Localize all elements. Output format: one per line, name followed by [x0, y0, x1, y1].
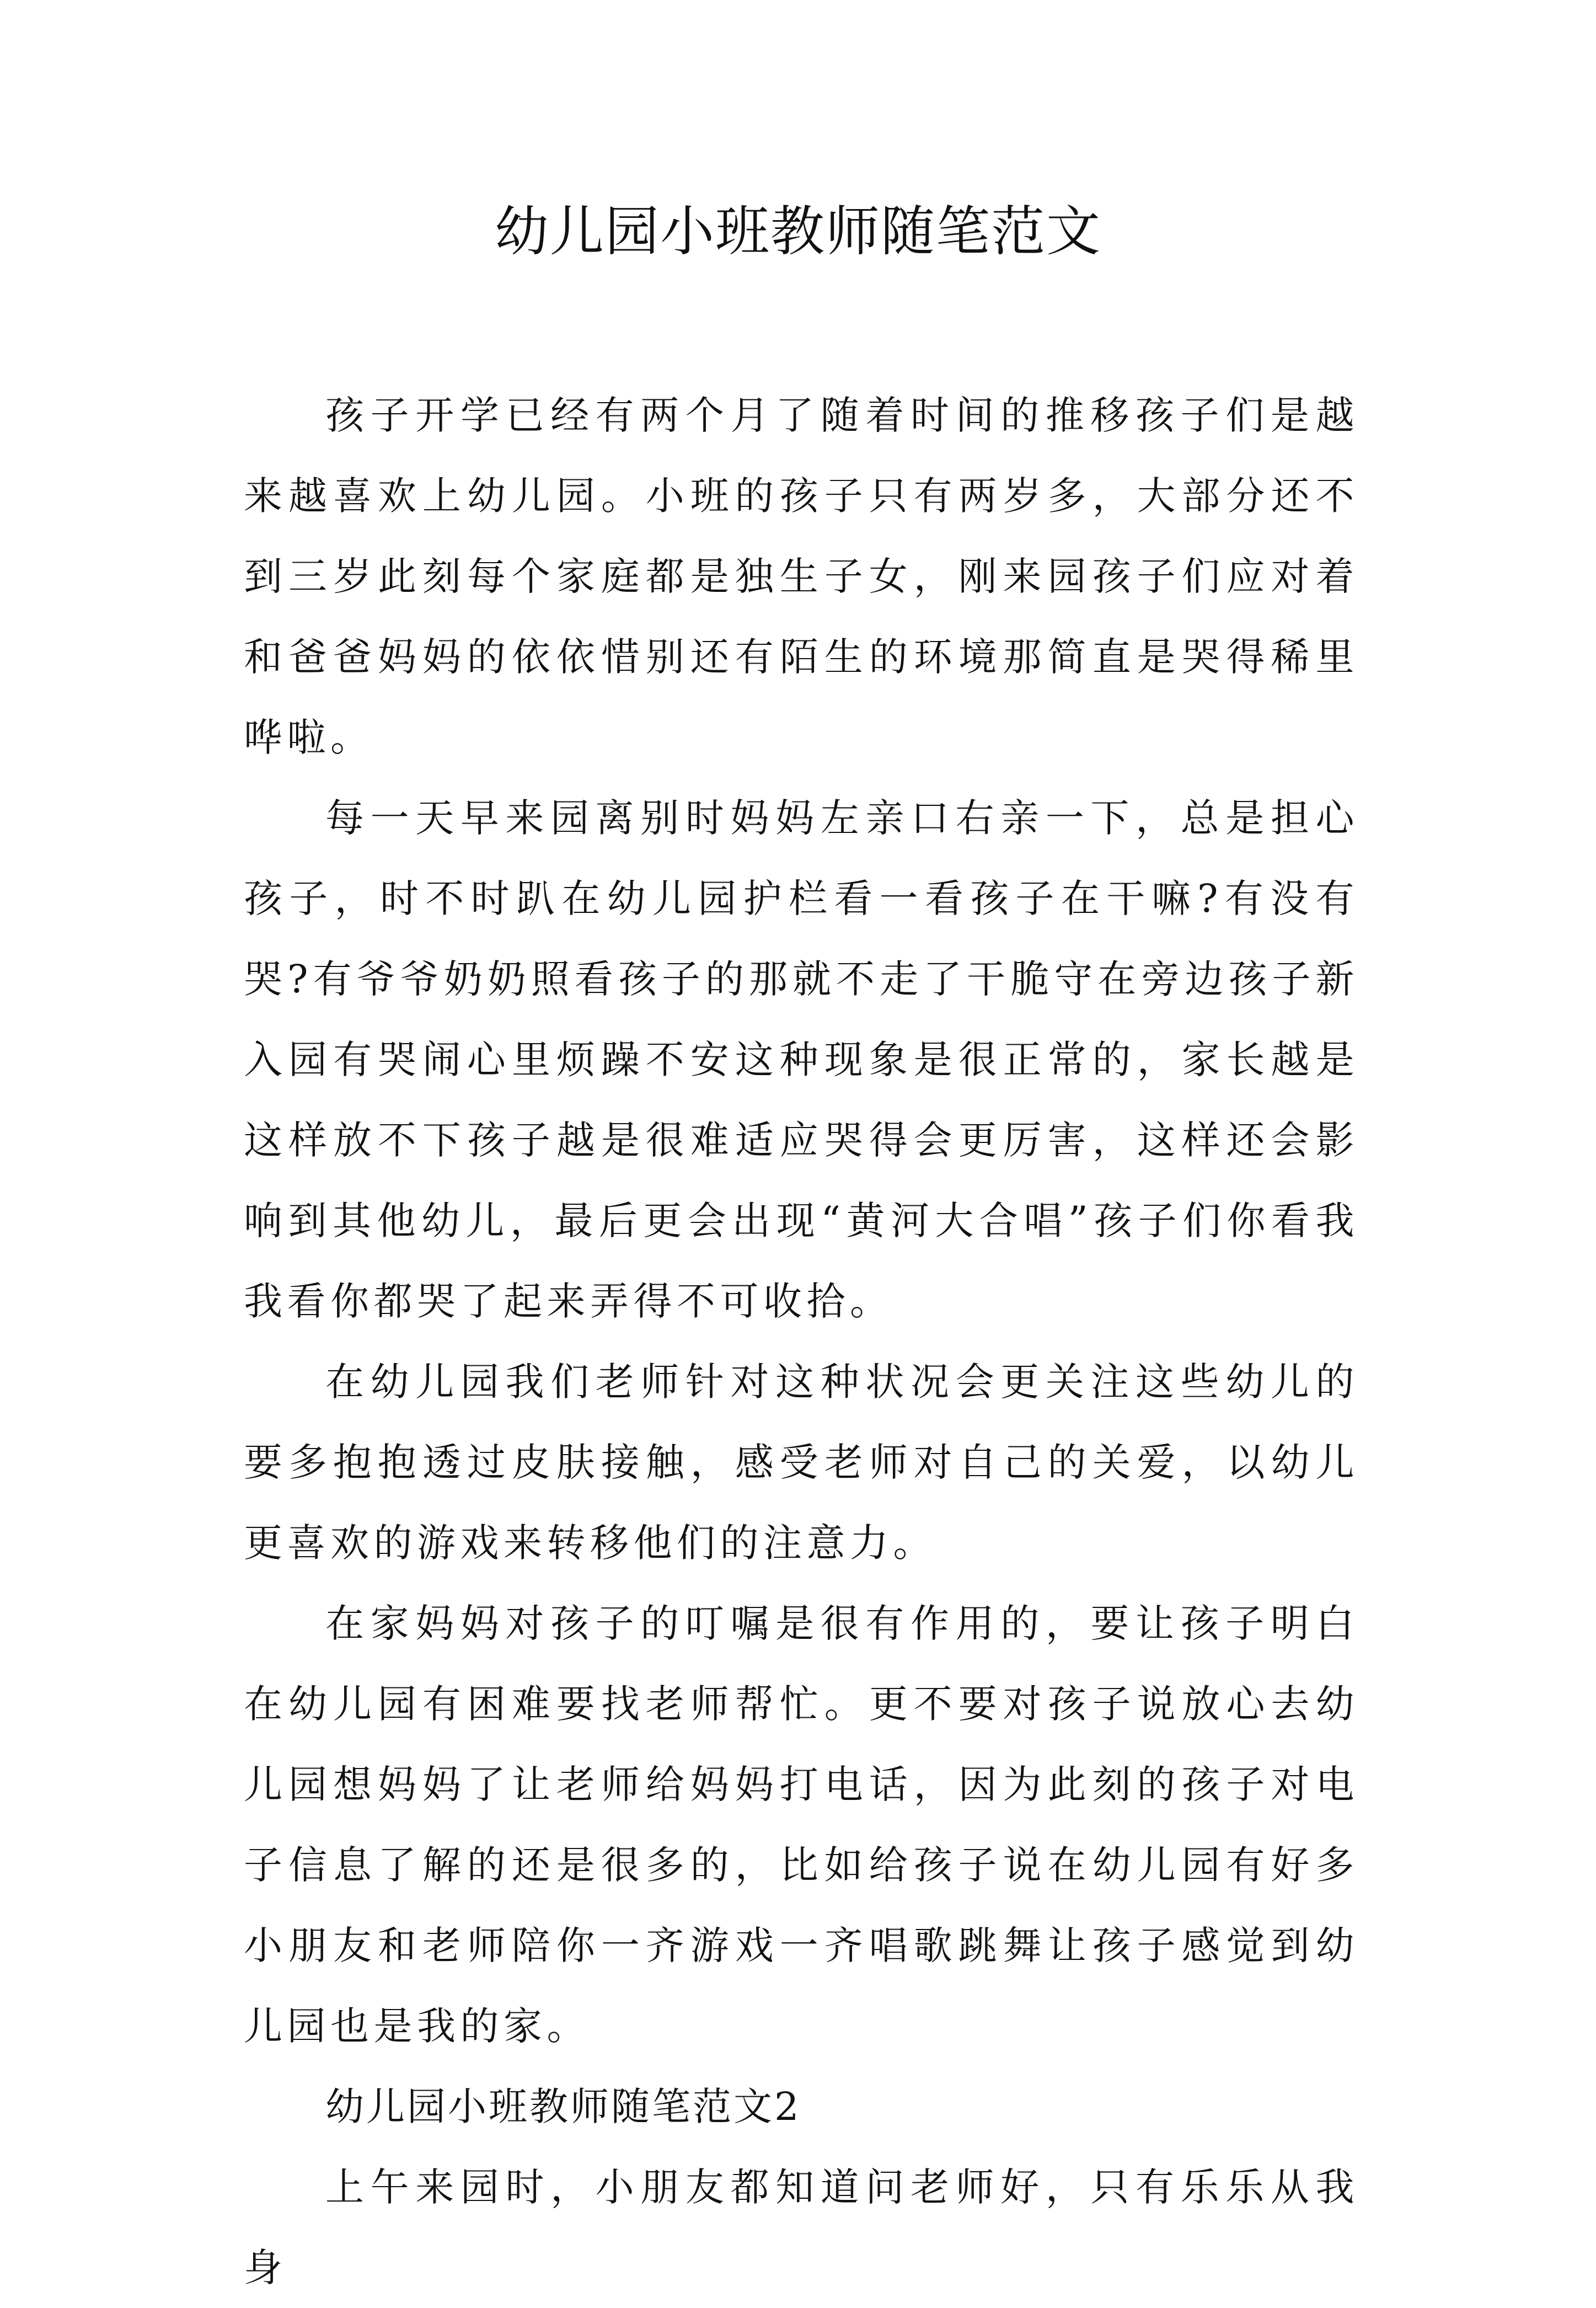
paragraph: 孩子开学已经有两个月了随着时间的推移孩子们是越来越喜欢上幼儿园。小班的孩子只有两岁多，大部分还不到三岁此刻每个家庭都是独生子女，刚来园孩子们应对着和爸爸妈妈的依依惜别还有陌生的环境那简直是哭得稀里哗啦。	[244, 393, 1359, 760]
document-title: 幼儿园小班教师随笔范文	[494, 200, 1101, 263]
paragraph: 在家妈妈对孩子的叮嘱是很有作用的，要让孩子明白在幼儿园有困难要找老师帮忙。更不要对孩子说放心去幼儿园想妈妈了让老师给妈妈打电话，因为此刻的孩子对电子信息了解的还是很多的，比如给孩子说在幼儿园有好多小朋友和老师陪你一齐游戏一齐唱歌跳舞让孩子感觉到幼儿园也是我的家。	[244, 1601, 1359, 2049]
document-body	[244, 375, 1359, 2308]
paragraph: 每一天早来园离别时妈妈左亲口右亲一下，总是担心孩子，时不时趴在幼儿园护栏看一看孩子在干嘛?有没有哭?有爷爷奶奶照看孩子的那就不走了干脆守在旁边孩子新入园有哭闹心里烦躁不安这种现象是很正常的，家长越是这样放不下孩子越是很难适应哭得会更厉害，这样还会影响到其他幼儿，最后更会出现“黄河大合唱”孩子们你看我我看你都哭了起来弄得不可收拾。	[244, 795, 1359, 1324]
paragraph: 在幼儿园我们老师针对这种状况会更关注这些幼儿的要多抱抱透过皮肤接触，感受老师对自己的关爱，以幼儿更喜欢的游戏来转移他们的注意力。	[244, 1359, 1359, 1566]
section-heading: 幼儿园小班教师随笔范文2	[325, 2084, 801, 2129]
paragraph: 上午来园时，小朋友都知道问老师好，只有乐乐从我身	[244, 2165, 1359, 2290]
